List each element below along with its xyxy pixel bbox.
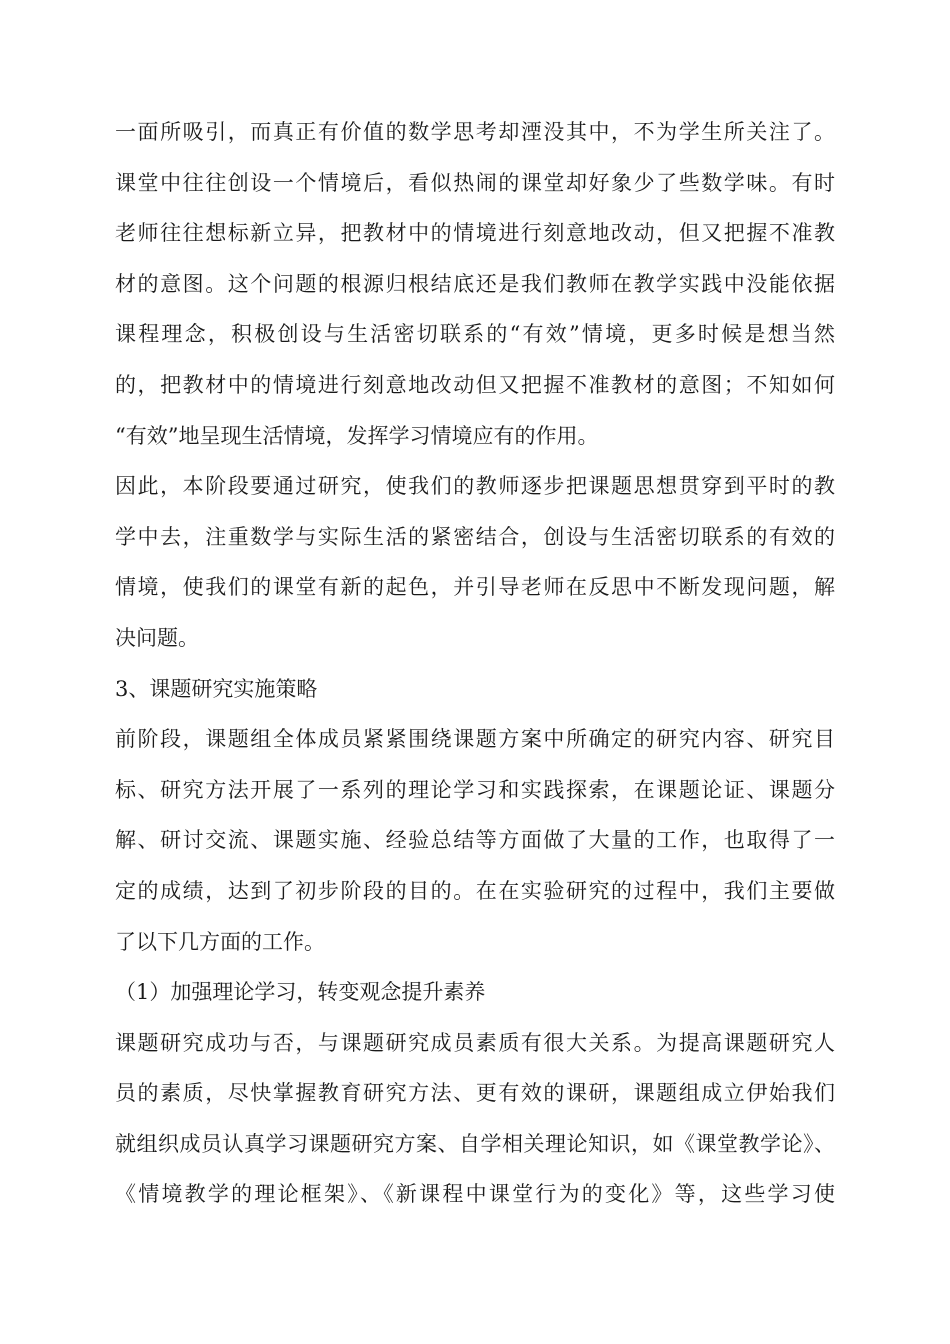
text-line: 《情境教学的理论框架》、《新课程中课堂行为的变化》等，这些学习使 — [115, 1182, 835, 1207]
text-line: 一面所吸引，而真正有价值的数学思考却湮没其中，不为学生所关注了。 — [115, 120, 835, 144]
text-line: 前阶段，课题组全体成员紧紧围绕课题方案中所确定的研究内容、研究目 — [115, 727, 835, 752]
text-line: 解、研讨交流、课题实施、经验总结等方面做了大量的工作，也取得了一 — [115, 828, 835, 853]
body-text — [115, 107, 835, 1220]
section-heading: 3、课题研究实施策略 — [115, 676, 318, 701]
text-line: 员的素质，尽快掌握教育研究方法、更有效的课研，课题组成立伊始我们 — [115, 1081, 835, 1106]
subsection-heading: （1）加强理论学习，转变观念提升素养 — [115, 980, 486, 1005]
text-line: 的，把教材中的情境进行刻意地改动但又把握不准教材的意图；不知如何 — [115, 372, 835, 397]
text-line: 因此，本阶段要通过研究，使我们的教师逐步把课题思想贯穿到平时的教 — [115, 474, 835, 499]
text-line: 学中去，注重数学与实际生活的紧密结合，创设与生活密切联系的有效的 — [115, 524, 835, 549]
text-line: 课题研究成功与否，与课题研究成员素质有很大关系。为提高课题研究人 — [115, 1030, 835, 1055]
text-line: 课程理念，积极创设与生活密切联系的“有效”情境，更多时候是想当然 — [115, 322, 835, 347]
text-line: 老师往往想标新立异，把教材中的情境进行刻意地改动，但又把握不准教 — [115, 221, 835, 246]
text-line: 标、研究方法开展了一系列的理论学习和实践探索，在课题论证、课题分 — [115, 777, 835, 802]
text-line: 情境，使我们的课堂有新的起色，并引导老师在反思中不断发现问题，解 — [115, 575, 835, 600]
text-line: 课堂中往往创设一个情境后，看似热闹的课堂却好象少了些数学味。有时 — [115, 170, 835, 195]
text-line: 了以下几方面的工作。 — [115, 929, 325, 954]
text-line: 就组织成员认真学习课题研究方案、自学相关理论知识，如《课堂教学论》、 — [115, 1131, 835, 1156]
text-line: 决问题。 — [115, 625, 199, 650]
text-line: 材的意图。这个问题的根源归根结底还是我们教师在教学实践中没能依据 — [115, 271, 835, 296]
text-line: 定的成绩，达到了初步阶段的目的。在在实验研究的过程中，我们主要做 — [115, 878, 835, 903]
text-line: “有效”地呈现生活情境，发挥学习情境应有的作用。 — [115, 423, 599, 448]
